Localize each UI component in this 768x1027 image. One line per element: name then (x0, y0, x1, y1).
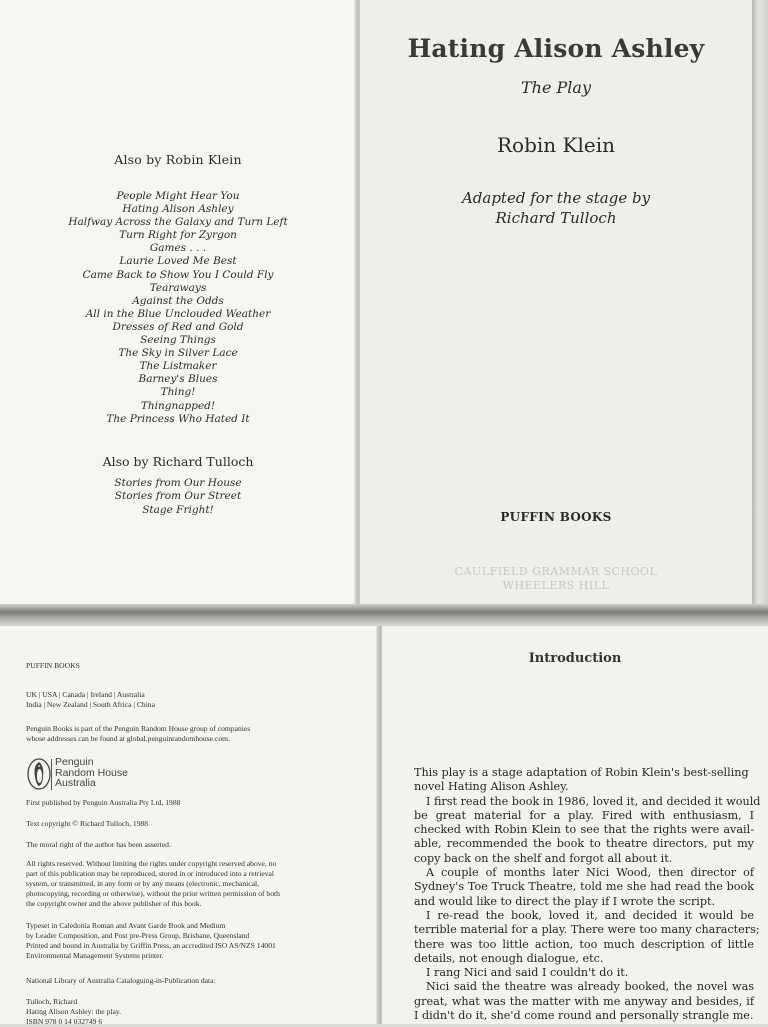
body-line: details, not enough dialogue, etc. (414, 951, 604, 965)
author-name: Robin Klein (497, 133, 615, 157)
rights-line: the copyright owner and the above publisher of this book. (26, 899, 202, 908)
body-line: I first read the book in 1986, loved it, and decided it would (426, 794, 761, 808)
cataloguing-heading: National Library of Australia Cataloguing-in-Publication data: (26, 976, 216, 985)
rights-line: system, or transmitted, in any form or by any means (electronic, mechanical, (26, 879, 260, 888)
cip-line: Hating Alison Ashley: the play. (26, 1007, 122, 1016)
rights-line: part of this publication may be reproduced, stored in or introduced into a retrieval (26, 869, 274, 878)
cip-line: Tulloch, Richard (26, 997, 78, 1006)
title-page (360, 0, 752, 606)
book-title: Hating Alison Ashley (122, 203, 234, 216)
also-by-tulloch-heading: Also by Richard Tulloch (102, 454, 254, 469)
body-line: copy back on the shelf and forgot all about it. (414, 851, 673, 865)
imprint-group: Penguin Books is part of the Penguin Random House group of companies (26, 724, 251, 733)
publisher-name: PUFFIN BOOKS (500, 510, 612, 524)
imprint-territories: India | New Zealand | South Africa | China (26, 700, 155, 709)
book-title: Stage Fright! (142, 503, 214, 516)
book-title: Against the Odds (132, 294, 224, 307)
book-title: Halfway Across the Galaxy and Turn Left (68, 216, 288, 229)
book-title: All in the Blue Unclouded Weather (85, 307, 271, 320)
copyright-notice: Text copyright © Richard Tulloch, 1988 (26, 819, 149, 828)
body-line: terrible material for a play. There were too many characters; (414, 923, 760, 937)
book-title: Thing! (160, 386, 196, 399)
body-line: I rang Nici and said I couldn't do it. (426, 966, 629, 980)
adapter-name: Richard Tulloch (495, 209, 617, 227)
imprint-territories: UK | USA | Canada | Ireland | Australia (26, 690, 145, 699)
book-title-heading: Hating Alison Ashley (407, 34, 705, 63)
moral-right: The moral right of the author has been asserted. (26, 840, 171, 849)
book-title: Stories from Our Street (114, 490, 242, 503)
book-title: Thingnapped! (140, 399, 216, 412)
book-title: Barney's Blues (138, 373, 218, 386)
body-line: checked with Robin Klein to see that the rights were avail- (414, 823, 754, 837)
adaptation-line: Adapted for the stage by (461, 189, 651, 207)
logo-divider (51, 759, 52, 790)
adaptation-credit (360, 188, 752, 228)
body-line: able, recommended the book to theatre directors, put my (414, 837, 754, 851)
logo-line: Penguin (55, 756, 94, 768)
klein-book-list (0, 190, 356, 426)
book-title: Tearaways (149, 281, 207, 294)
book-title: Games . . . (149, 242, 207, 255)
body-line: great, what was the matter with me anyway and besides, if (414, 994, 754, 1008)
body-line: I didn't do it, she'd come round and personally strangle me. (414, 1009, 754, 1023)
typeset-line: Environmental Management Systems printer. (26, 951, 164, 960)
introduction-body (414, 766, 761, 1023)
rights-line: photocopying, recording or otherwise), without the prior written permission of both (26, 889, 280, 898)
body-line: and would like to direct the play if I wrote the script. (414, 894, 716, 908)
scan-fold-band (0, 604, 768, 628)
body-line: Nici said the theatre was already booked, the novel was (426, 980, 754, 994)
body-line: novel Hating Alison Ashley. (414, 780, 569, 794)
imprint-group: whose addresses can be found at global.penguinrandomhouse.com. (26, 734, 230, 743)
also-by-page (0, 0, 356, 606)
also-by-klein-heading: Also by Robin Klein (114, 152, 242, 167)
first-published: First published by Penguin Australia Pty Ltd, 1988 (26, 798, 181, 807)
rights-line: All rights reserved. Without limiting the rights under copyright reserved above, no (26, 859, 277, 868)
introduction-heading: Introduction (528, 651, 622, 666)
body-line: be great material for a play. Fired with enthusiasm, I (414, 808, 754, 822)
book-title: Came Back to Show You I Could Fly (82, 268, 274, 281)
body-line: I re-read the book, loved it, and decided it would be (426, 908, 754, 922)
book-title: The Listmaker (139, 360, 217, 373)
body-line: A couple of months later Nici Wood, then director of (426, 866, 754, 880)
logo-line: Random House (55, 766, 128, 779)
logo-line: Australia (55, 777, 96, 790)
book-title: The Princess Who Hated It (106, 412, 250, 425)
body-line: there was too little action, too much description of little (414, 937, 754, 951)
tulloch-book-list (0, 477, 356, 517)
typeset-line: Typeset in Caledonia Roman and Avant Garde Book and Medium (26, 921, 226, 930)
book-title: Stories from Our House (114, 477, 242, 489)
typeset-line: Printed and bound in Australia by Griffin Press, an accredited ISO AS/NZS 14001 (26, 941, 276, 950)
book-subtitle: The Play (521, 78, 591, 97)
logo-wordmark (55, 757, 128, 789)
book-title: Seeing Things (140, 334, 216, 347)
book-title: Laurie Loved Me Best (119, 255, 237, 268)
typeset-line: by Leader Composition, and Post pre-Press Group, Brisbane, Queensland (26, 931, 250, 940)
book-title: The Sky in Silver Lace (118, 347, 238, 360)
book-title: People Might Hear You (116, 190, 240, 202)
stamp-line: WHEELERS HILL (502, 579, 610, 592)
library-stamp (360, 565, 752, 593)
cip-line: ISBN 978 0 14 032749 6 (26, 1017, 103, 1026)
page-edge (752, 0, 768, 606)
imprint-publisher: PUFFIN BOOKS (26, 661, 80, 670)
stamp-line: CAULFIELD GRAMMAR SCHOOL (454, 565, 658, 578)
body-line: This play is a stage adaptation of Robin Klein's best-selling (414, 766, 749, 779)
book-title: Turn Right for Zyrgon (119, 229, 237, 242)
book-title: Dresses of Red and Gold (112, 320, 244, 333)
body-line: Sydney's Toe Truck Theatre, told me she had read the book (414, 880, 754, 894)
